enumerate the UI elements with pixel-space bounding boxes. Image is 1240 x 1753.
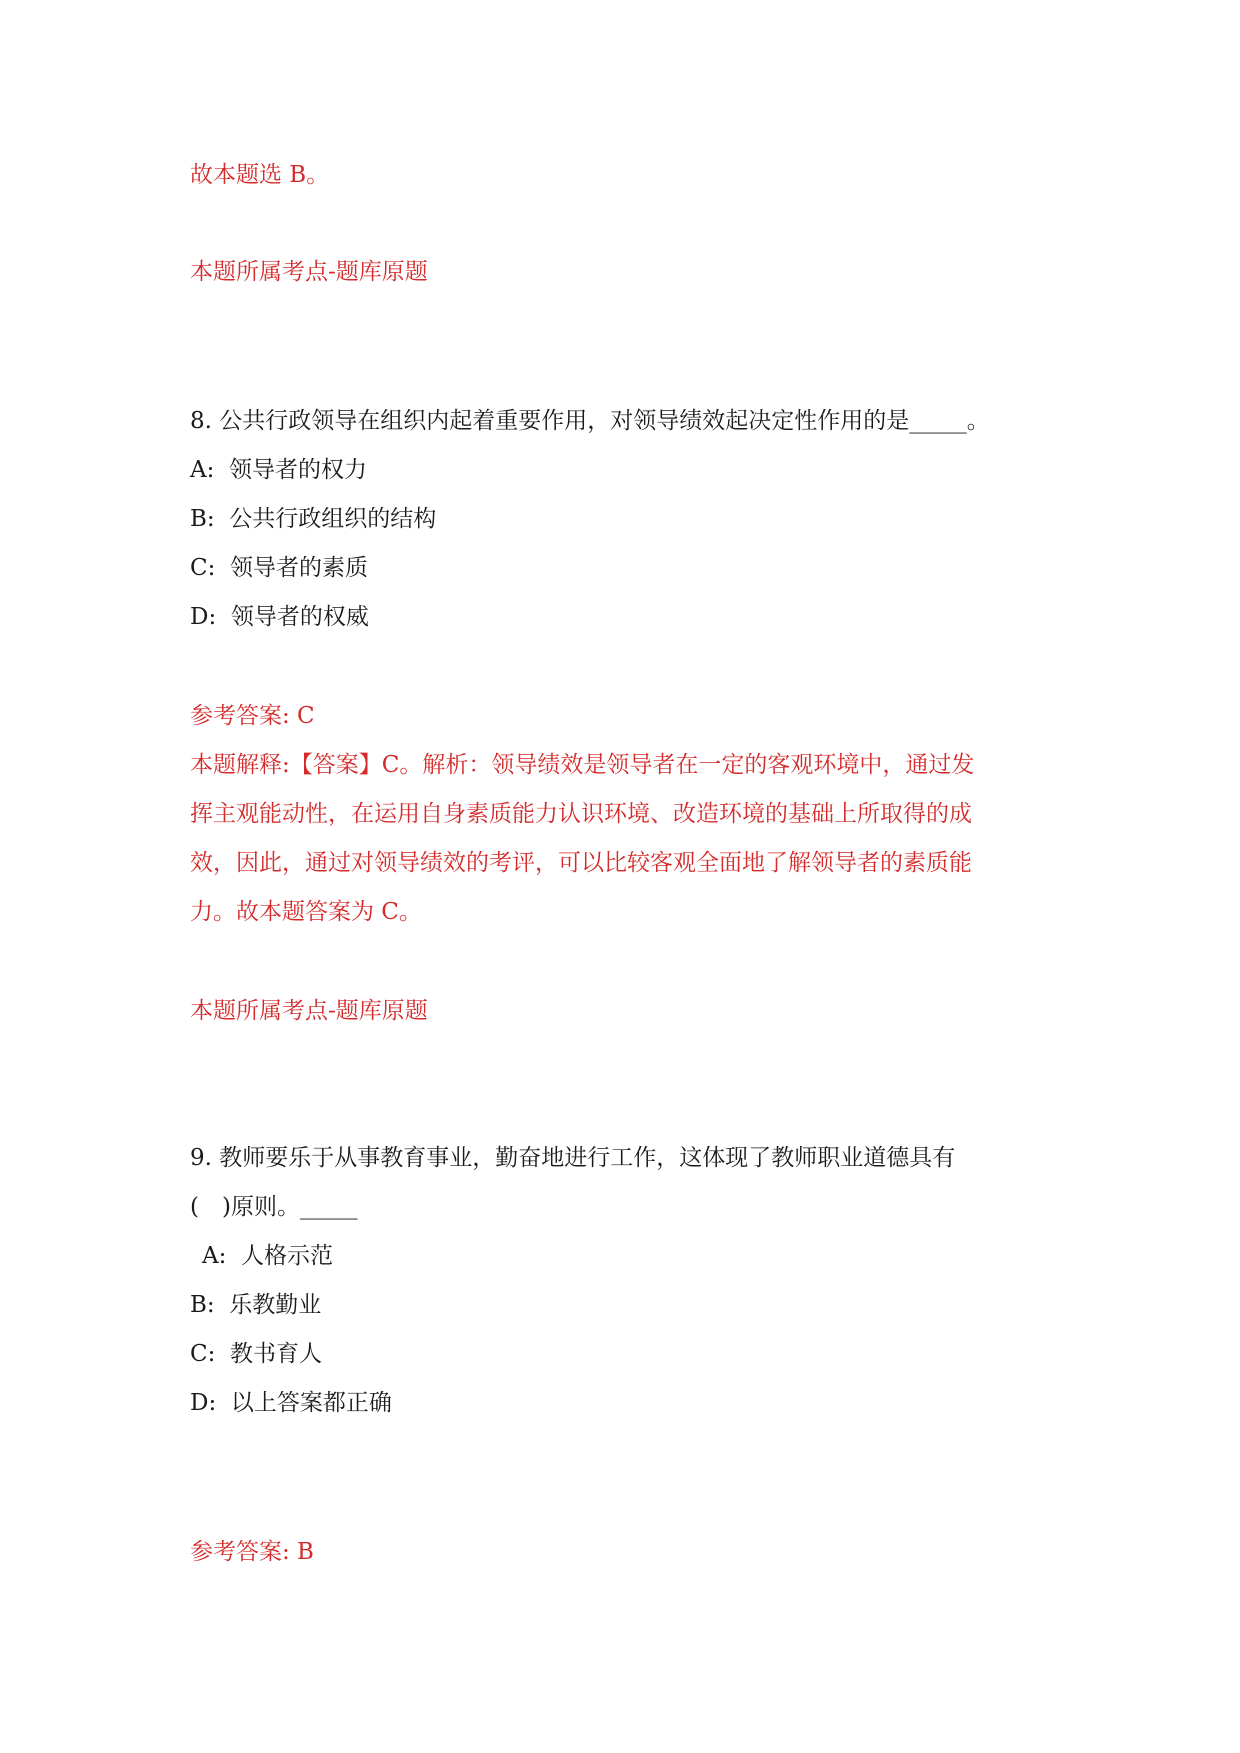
- option-text: 以上答案都正确: [230, 1390, 392, 1416]
- explanation-line: 挥主观能动性，在运用自身素质能力认识环境、改造环境的基础上所取得的成: [190, 801, 972, 827]
- option-label: D:: [190, 1390, 217, 1416]
- explanation-line: 本题解释:【答案】C。解析：领导绩效是领导者在一定的客观环境中，通过发: [190, 752, 975, 778]
- previous-conclusion: 故本题选 B。: [190, 162, 330, 188]
- question-stem: 9. 教师要乐于从事教育事业，勤奋地进行工作，这体现了教师职业道德具有: [190, 1145, 956, 1171]
- reference-answer: 参考答案: B: [190, 1539, 314, 1565]
- option-b: [190, 504, 436, 534]
- option-label: C:: [190, 555, 216, 581]
- option-label: D:: [190, 604, 217, 630]
- option-label: A:: [190, 457, 215, 483]
- option-label: A:: [202, 1243, 227, 1269]
- explanation-line: 效，因此，通过对领导绩效的考评，可以比较客观全面地了解领导者的素质能: [190, 850, 972, 876]
- option-d: [190, 1388, 392, 1418]
- option-text: 公共行政组织的结构: [229, 506, 437, 532]
- option-c: [190, 1339, 322, 1369]
- option-text: 领导者的素质: [229, 555, 368, 581]
- question-stem-continued: ( )原则。_____: [190, 1194, 358, 1220]
- question-stem: 8. 公共行政领导在组织内起着重要作用，对领导绩效起决定性作用的是_____。: [190, 408, 990, 434]
- option-text: 乐教勤业: [229, 1292, 322, 1318]
- option-text: 领导者的权力: [228, 457, 367, 483]
- option-text: 人格示范: [240, 1243, 333, 1269]
- option-a: [190, 455, 367, 485]
- source-tag: 本题所属考点-题库原题: [190, 998, 428, 1024]
- explanation-line: 力。故本题答案为 C。: [190, 899, 422, 925]
- option-a: [202, 1241, 333, 1271]
- previous-source-tag: 本题所属考点-题库原题: [190, 259, 428, 285]
- option-b: [190, 1290, 321, 1320]
- option-c: [190, 553, 368, 583]
- reference-answer: 参考答案: C: [190, 703, 315, 729]
- option-d: [190, 602, 369, 632]
- option-label: B:: [190, 1292, 215, 1318]
- option-label: C:: [190, 1341, 216, 1367]
- option-label: B:: [190, 506, 215, 532]
- option-text: 教书育人: [229, 1341, 322, 1367]
- option-text: 领导者的权威: [230, 604, 369, 630]
